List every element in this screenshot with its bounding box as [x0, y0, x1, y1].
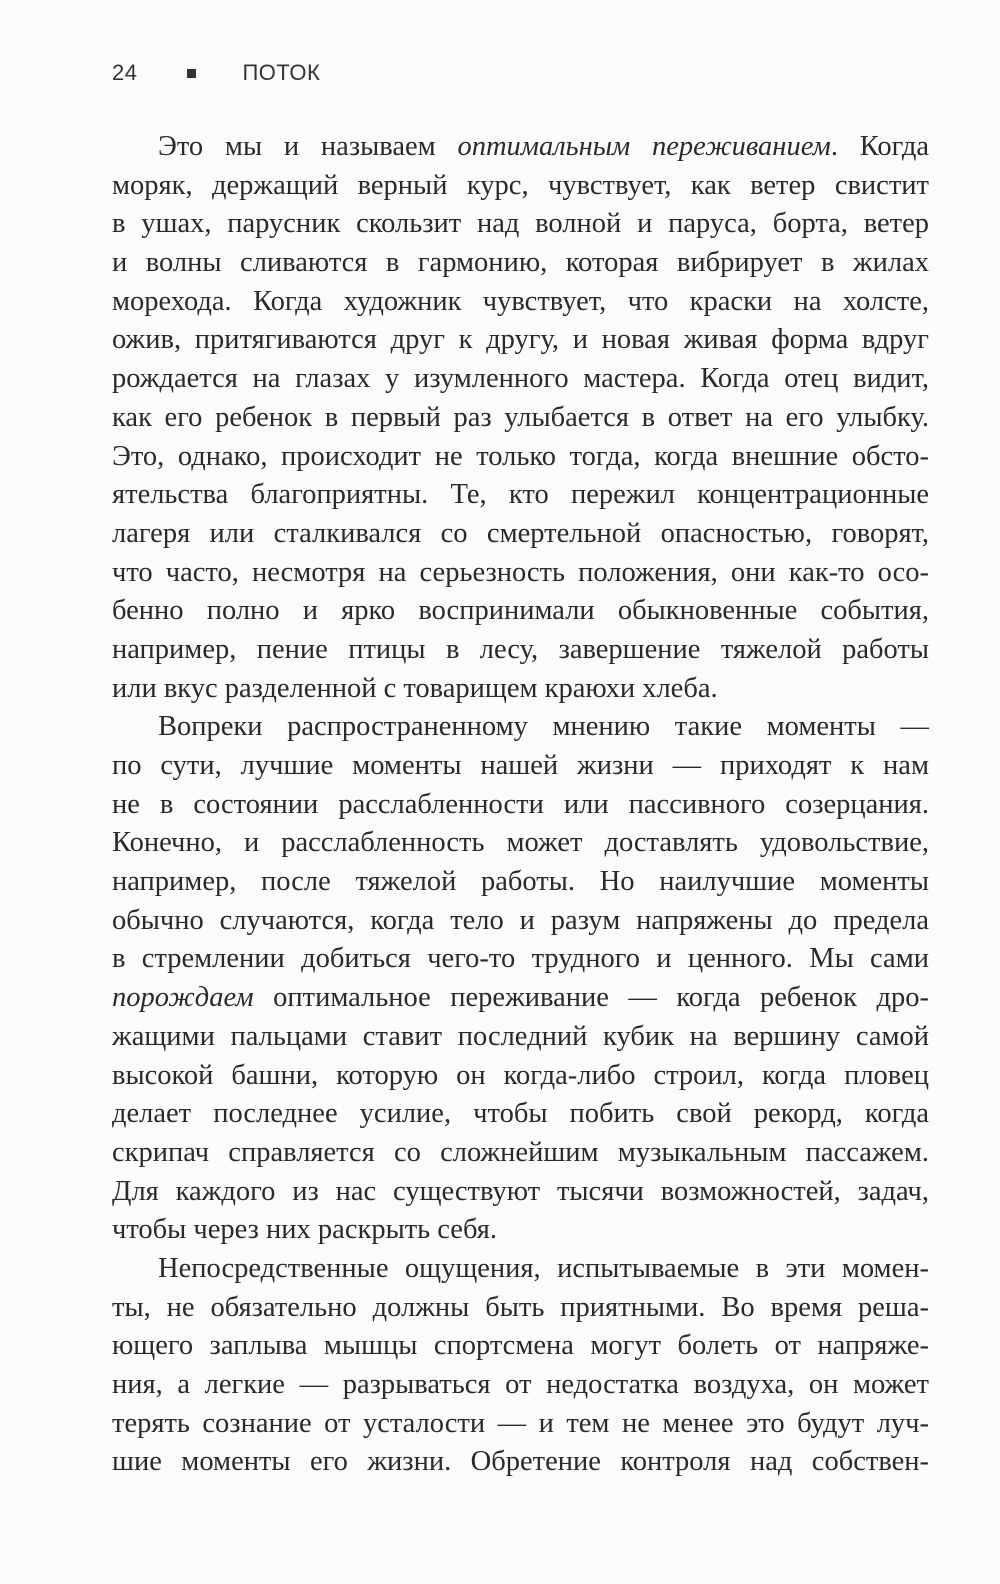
- line-text: обычно случаются, когда тело и разум напряжены до предела: [112, 904, 929, 936]
- line-text: терять сознание от усталости — и тем не менее это будут луч-: [112, 1407, 929, 1439]
- separator-bullet-icon: [187, 69, 196, 78]
- text-line: [112, 167, 929, 206]
- text-line: [112, 631, 929, 670]
- line-text: как его ребенок в первый раз улыбается в ответ на его улыбку.: [112, 401, 929, 433]
- book-title: ПОТОК: [242, 60, 321, 85]
- text-line: [112, 902, 929, 941]
- page-number: 24: [112, 60, 138, 85]
- text-line: [112, 399, 929, 438]
- text-line: [112, 554, 929, 593]
- line-text: делает последнее усилие, чтобы побить свой рекорд, когда: [112, 1098, 929, 1130]
- line-text: Это, однако, происходит не только тогда, когда внешние обсто-: [112, 440, 929, 472]
- text-line: [112, 1018, 929, 1057]
- text-line: [112, 786, 929, 825]
- line-text: ния, а легкие — разрываться от недостатка воздуха, он может: [112, 1369, 929, 1400]
- text-line: [112, 438, 929, 477]
- line-text: например, пение птицы в лесу, завершение тяжелой работы: [112, 633, 929, 665]
- italic-emphasis: оптимальным переживанием: [457, 131, 831, 162]
- text-line: [112, 940, 929, 979]
- line-text: Непосредственные ощущения, испытываемые в эти момен-: [158, 1252, 929, 1284]
- line-text: например, после тяжелой работы. Но наилучшие моменты: [112, 866, 929, 898]
- line-text: лагеря или сталкивался со смертельной опасностью, говорят,: [112, 517, 929, 549]
- italic-emphasis: порождаем: [112, 982, 254, 1014]
- line-text: скрипач справляется со сложнейшим музыкальным пассажем.: [112, 1136, 929, 1168]
- line-text: чтобы через них раскрыть себя.: [112, 1214, 497, 1246]
- body-text: [112, 128, 929, 1482]
- line-text-after: оптимальное переживание — когда ребенок дро-: [253, 982, 929, 1014]
- text-line: [112, 128, 929, 167]
- text-line: [112, 360, 929, 399]
- text-line: [112, 1134, 929, 1173]
- text-line: [112, 824, 929, 863]
- line-text: шие моменты его жизни. Обретение контроля над собствен-: [112, 1446, 929, 1478]
- text-line: [112, 205, 929, 244]
- line-text: и волны сливаются в гармонию, которая вибрирует в жилах: [112, 247, 929, 279]
- line-text: рождается на глазах у изумленного мастера. Когда отец видит,: [112, 363, 929, 395]
- line-text: что часто, несмотря на серьезность положения, они как-то осо-: [112, 556, 929, 588]
- line-text: ты, не обязательно должны быть приятными. Во время реша-: [112, 1291, 929, 1323]
- text-line: [112, 863, 929, 902]
- text-line: [112, 1327, 929, 1366]
- text-line: [112, 708, 929, 747]
- line-text: в стремлении добиться чего-то трудного и ценного. Мы сами: [112, 943, 929, 975]
- line-text: Вопреки распространенному мнению такие моменты —: [158, 711, 929, 743]
- line-text: морехода. Когда художник чувствует, что краски на холсте,: [112, 285, 929, 317]
- line-text: не в состоянии расслабленности или пассивного созерцания.: [112, 788, 929, 820]
- running-head: [112, 60, 320, 86]
- text-line: [112, 1289, 929, 1328]
- text-line: [112, 515, 929, 554]
- text-line: [112, 1095, 929, 1134]
- line-text: ятельства благоприятны. Те, кто пережил концентрационные: [112, 479, 929, 511]
- text-line: [112, 1250, 929, 1289]
- text-line: [112, 476, 929, 515]
- text-line: [112, 979, 929, 1018]
- line-text: ющего заплыва мышцы спортсмена могут болеть от напряже-: [112, 1330, 929, 1362]
- line-text: в ушах, парусник скользит над волной и паруса, борта, ветер: [112, 208, 929, 240]
- text-line: [112, 1173, 929, 1212]
- text-line: [112, 321, 929, 360]
- text-line: [112, 1366, 929, 1405]
- text-line: [112, 592, 929, 631]
- text-line: [112, 1211, 929, 1250]
- line-text: бенно полно и ярко воспринимали обыкновенные события,: [112, 595, 929, 627]
- line-text: Для каждого из нас существуют тысячи возможностей, задач,: [112, 1175, 929, 1207]
- line-text: высокой башни, которую он когда-либо строил, когда пловец: [112, 1059, 929, 1091]
- text-line: [112, 1405, 929, 1444]
- text-line: [112, 1057, 929, 1096]
- line-text: жащими пальцами ставит последний кубик на вершину самой: [112, 1020, 929, 1052]
- text-line: [112, 1443, 929, 1482]
- text-line: [112, 283, 929, 322]
- line-text: Это мы и называем: [158, 131, 458, 162]
- line-text: по сути, лучшие моменты нашей жизни — приходят к нам: [112, 750, 929, 781]
- text-line: [112, 244, 929, 283]
- line-text: моряк, держащий верный курс, чувствует, как ветер свистит: [112, 169, 929, 201]
- text-line: [112, 747, 929, 786]
- line-text-after: . Когда: [830, 131, 929, 162]
- line-text: или вкус разделенной с товарищем краюхи хлеба.: [112, 672, 718, 704]
- line-text: ожив, притягиваются друг к другу, и новая живая форма вдруг: [112, 324, 929, 356]
- text-line: [112, 670, 929, 709]
- line-text: Конечно, и расслабленность может доставлять удовольствие,: [112, 827, 929, 859]
